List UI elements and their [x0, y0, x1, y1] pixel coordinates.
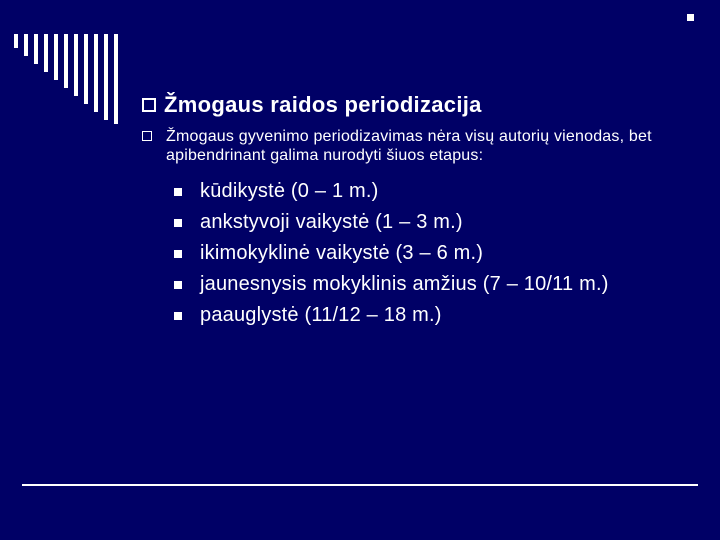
- decorative-stripes: [14, 34, 124, 124]
- stage-label: ankstyvoji vaikystė (1 – 3 m.): [200, 211, 463, 233]
- corner-square-decoration: [687, 14, 694, 21]
- stage-label: ikimokyklinė vaikystė (3 – 6 m.): [200, 242, 484, 264]
- hollow-square-bullet-icon: [142, 98, 156, 112]
- stage-item: [174, 176, 609, 207]
- decorative-stripe: [34, 34, 38, 64]
- decorative-stripe: [114, 34, 118, 124]
- decorative-stripe: [44, 34, 48, 72]
- slide-title-row: [142, 92, 482, 118]
- hollow-square-bullet-icon: [142, 131, 152, 141]
- stage-item: [174, 207, 609, 238]
- intro-text: Žmogaus gyvenimo periodizavimas nėra visų autorių vienodas, bet apibendrinant galima nurodyti šiuos etapus:: [166, 128, 652, 164]
- slide-title: Žmogaus raidos periodizacija: [164, 92, 482, 117]
- decorative-stripe: [64, 34, 68, 88]
- stage-item: [174, 238, 609, 269]
- bottom-divider: [22, 484, 698, 486]
- stages-list: [174, 176, 609, 331]
- decorative-stripe: [24, 34, 28, 56]
- intro-paragraph: [142, 127, 702, 165]
- decorative-stripe: [104, 34, 108, 120]
- decorative-stripe: [94, 34, 98, 112]
- stage-item: [174, 300, 609, 331]
- stage-label: paauglystė (11/12 – 18 m.): [200, 304, 442, 326]
- square-bullet-icon: [174, 312, 182, 320]
- stage-label: jaunesnysis mokyklinis amžius (7 – 10/11 m.): [200, 273, 609, 295]
- decorative-stripe: [54, 34, 58, 80]
- square-bullet-icon: [174, 219, 182, 227]
- decorative-stripe: [84, 34, 88, 104]
- square-bullet-icon: [174, 188, 182, 196]
- decorative-stripe: [14, 34, 18, 48]
- stage-label: kūdikystė (0 – 1 m.): [200, 180, 379, 202]
- square-bullet-icon: [174, 281, 182, 289]
- stage-item: [174, 269, 609, 300]
- decorative-stripe: [74, 34, 78, 96]
- square-bullet-icon: [174, 250, 182, 258]
